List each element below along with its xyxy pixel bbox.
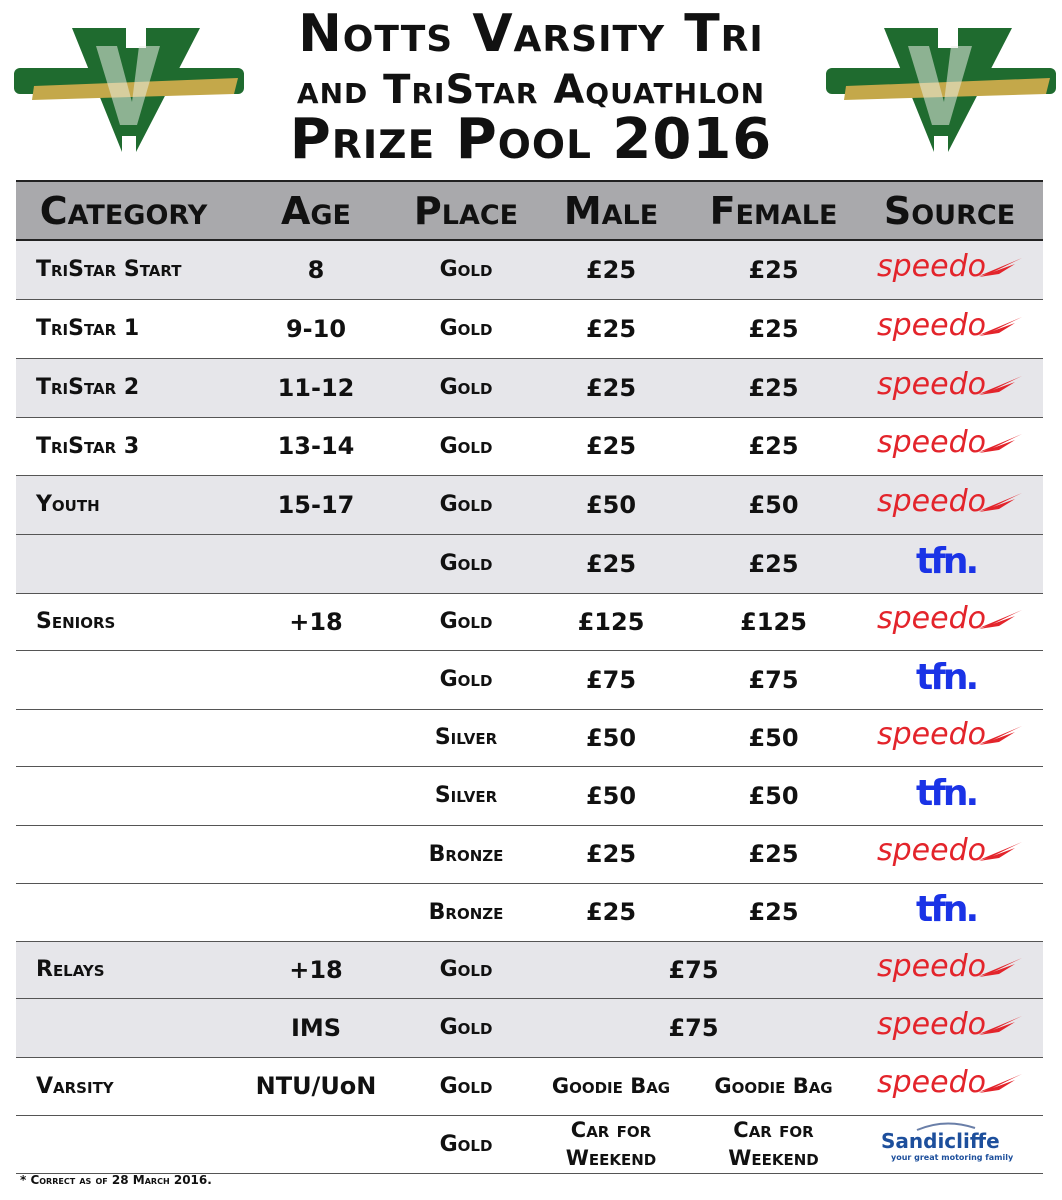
tfn-wordmark: tfn.	[915, 772, 976, 813]
female-prize-cell: £50	[691, 709, 856, 766]
source-cell	[856, 766, 1043, 825]
male-prize-cell: Goodie Bag	[531, 1057, 691, 1115]
combined-prize-cell: £75	[531, 941, 856, 998]
place-cell: Bronze	[401, 883, 531, 941]
table-row	[16, 650, 1043, 709]
category-cell	[16, 998, 231, 1057]
age-cell: +18	[231, 941, 401, 998]
table-row	[16, 883, 1043, 941]
speedo-wordmark: speedo	[876, 834, 986, 868]
male-prize-cell: £50	[531, 709, 691, 766]
male-prize-cell: £25	[531, 534, 691, 593]
place-cell: Gold	[401, 417, 531, 475]
speedo-wordmark: speedo	[876, 717, 986, 752]
category-cell: TriStar 3	[16, 417, 231, 475]
speedo-logo	[875, 250, 1025, 290]
table-row	[16, 417, 1043, 475]
category-cell: Varsity	[16, 1057, 231, 1115]
tfn-wordmark: tfn.	[915, 889, 976, 929]
combined-prize-cell: £75	[531, 998, 856, 1057]
table-row	[16, 299, 1043, 358]
speedo-logo	[875, 1066, 1025, 1106]
age-cell: IMS	[231, 998, 401, 1057]
header-age: Age	[231, 181, 401, 240]
place-cell: Gold	[401, 998, 531, 1057]
source-cell	[856, 475, 1043, 534]
category-cell: TriStar 2	[16, 358, 231, 417]
female-prize-cell: £75	[691, 650, 856, 709]
female-prize-cell: Goodie Bag	[691, 1057, 856, 1115]
category-cell	[16, 883, 231, 941]
place-cell: Gold	[401, 240, 531, 299]
place-cell: Silver	[401, 766, 531, 825]
tfn-logo	[910, 889, 990, 935]
header-source: Source	[856, 181, 1043, 240]
age-cell	[231, 766, 401, 825]
table-row	[16, 358, 1043, 417]
female-prize-cell: £25	[691, 534, 856, 593]
source-cell	[856, 998, 1043, 1057]
speedo-wordmark: speedo	[876, 426, 986, 460]
place-cell: Gold	[401, 1057, 531, 1115]
category-cell: Youth	[16, 475, 231, 534]
header-female: Female	[691, 181, 856, 240]
tfn-logo	[910, 541, 990, 587]
place-cell: Gold	[401, 650, 531, 709]
source-cell	[856, 709, 1043, 766]
speedo-wordmark: speedo	[876, 601, 986, 636]
speedo-wordmark: speedo	[876, 949, 986, 984]
table-row	[16, 1115, 1043, 1173]
source-cell	[856, 417, 1043, 475]
female-prize-cell: £50	[691, 475, 856, 534]
source-cell	[856, 1115, 1043, 1173]
category-cell	[16, 534, 231, 593]
female-prize-cell: £25	[691, 299, 856, 358]
category-cell: TriStar Start	[16, 240, 231, 299]
category-cell	[16, 1115, 231, 1173]
female-prize-cell: £25	[691, 240, 856, 299]
male-prize-cell: £25	[531, 240, 691, 299]
male-prize-cell: £50	[531, 766, 691, 825]
place-cell: Gold	[401, 534, 531, 593]
source-cell	[856, 883, 1043, 941]
age-cell	[231, 1115, 401, 1173]
speedo-wordmark: speedo	[876, 249, 986, 284]
prize-pool-table	[16, 180, 1043, 1174]
male-prize-cell: £125	[531, 593, 691, 650]
speedo-logo	[875, 1008, 1025, 1048]
sandicliffe-logo	[875, 1116, 1025, 1172]
category-cell: Seniors	[16, 593, 231, 650]
female-prize-cell: £25	[691, 883, 856, 941]
source-cell	[856, 941, 1043, 998]
table-row	[16, 766, 1043, 825]
category-cell: Relays	[16, 941, 231, 998]
male-prize-cell: £25	[531, 299, 691, 358]
speedo-logo	[875, 309, 1025, 349]
tfn-wordmark: tfn.	[915, 540, 976, 581]
sandicliffe-tagline: your great motoring family	[890, 1153, 1013, 1162]
speedo-logo	[875, 368, 1025, 408]
speedo-logo	[875, 834, 1025, 874]
speedo-logo	[875, 485, 1025, 525]
place-cell: Gold	[401, 941, 531, 998]
tfn-wordmark: tfn.	[915, 656, 976, 697]
source-cell	[856, 1057, 1043, 1115]
source-cell	[856, 825, 1043, 883]
female-prize-cell: £125	[691, 593, 856, 650]
speedo-logo	[875, 950, 1025, 990]
speedo-logo	[875, 602, 1025, 642]
male-prize-cell: Car for Weekend	[531, 1115, 691, 1173]
male-prize-cell: £50	[531, 475, 691, 534]
female-prize-cell: £25	[691, 417, 856, 475]
age-cell: 11-12	[231, 358, 401, 417]
tfn-logo	[910, 773, 990, 819]
source-cell	[856, 534, 1043, 593]
female-prize-cell: £50	[691, 766, 856, 825]
age-cell: 9-10	[231, 299, 401, 358]
source-cell	[856, 593, 1043, 650]
place-cell: Gold	[401, 593, 531, 650]
age-cell: 15-17	[231, 475, 401, 534]
place-cell: Gold	[401, 358, 531, 417]
table-row	[16, 593, 1043, 650]
category-cell	[16, 709, 231, 766]
age-cell	[231, 825, 401, 883]
table-row	[16, 941, 1043, 998]
age-cell: NTU/UoN	[231, 1057, 401, 1115]
speedo-logo	[875, 718, 1025, 758]
age-cell	[231, 709, 401, 766]
header-male: Male	[531, 181, 691, 240]
title-line-3: Prize Pool 2016	[289, 107, 773, 172]
speedo-wordmark: speedo	[876, 308, 986, 343]
age-cell	[231, 650, 401, 709]
speedo-wordmark: speedo	[876, 1066, 986, 1100]
speedo-logo	[875, 426, 1025, 466]
female-prize-cell: £25	[691, 358, 856, 417]
place-cell: Bronze	[401, 825, 531, 883]
header-place: Place	[401, 181, 531, 240]
tfn-logo	[910, 657, 990, 703]
title-line-2: and TriStar Aquathlon	[296, 67, 766, 113]
place-cell: Gold	[401, 299, 531, 358]
table-row	[16, 998, 1043, 1057]
male-prize-cell: £25	[531, 883, 691, 941]
table-row	[16, 240, 1043, 299]
male-prize-cell: £25	[531, 417, 691, 475]
source-cell	[856, 299, 1043, 358]
table-row	[16, 475, 1043, 534]
source-cell	[856, 358, 1043, 417]
age-cell: +18	[231, 593, 401, 650]
place-cell: Gold	[401, 1115, 531, 1173]
table-row	[16, 1057, 1043, 1115]
place-cell: Gold	[401, 475, 531, 534]
speedo-wordmark: speedo	[876, 484, 986, 519]
table-row	[16, 534, 1043, 593]
header-category: Category	[16, 181, 231, 240]
male-prize-cell: £75	[531, 650, 691, 709]
footnote: * Correct as of 28 March 2016.	[20, 1173, 212, 1187]
age-cell: 13-14	[231, 417, 401, 475]
age-cell: 8	[231, 240, 401, 299]
table-row	[16, 709, 1043, 766]
source-cell	[856, 240, 1043, 299]
category-cell: TriStar 1	[16, 299, 231, 358]
category-cell	[16, 825, 231, 883]
page-header	[0, 0, 1062, 178]
male-prize-cell: £25	[531, 358, 691, 417]
female-prize-cell: Car for Weekend	[691, 1115, 856, 1173]
category-cell	[16, 650, 231, 709]
source-cell	[856, 650, 1043, 709]
age-cell	[231, 534, 401, 593]
speedo-wordmark: speedo	[876, 367, 986, 402]
place-cell: Silver	[401, 709, 531, 766]
sandicliffe-wordmark: Sandicliffe	[880, 1129, 1000, 1153]
category-cell	[16, 766, 231, 825]
male-prize-cell: £25	[531, 825, 691, 883]
table-header-row	[16, 181, 1043, 240]
female-prize-cell: £25	[691, 825, 856, 883]
title-line-1: Notts Varsity Tri	[298, 4, 764, 64]
speedo-wordmark: speedo	[876, 1007, 986, 1042]
age-cell	[231, 883, 401, 941]
table-row	[16, 825, 1043, 883]
